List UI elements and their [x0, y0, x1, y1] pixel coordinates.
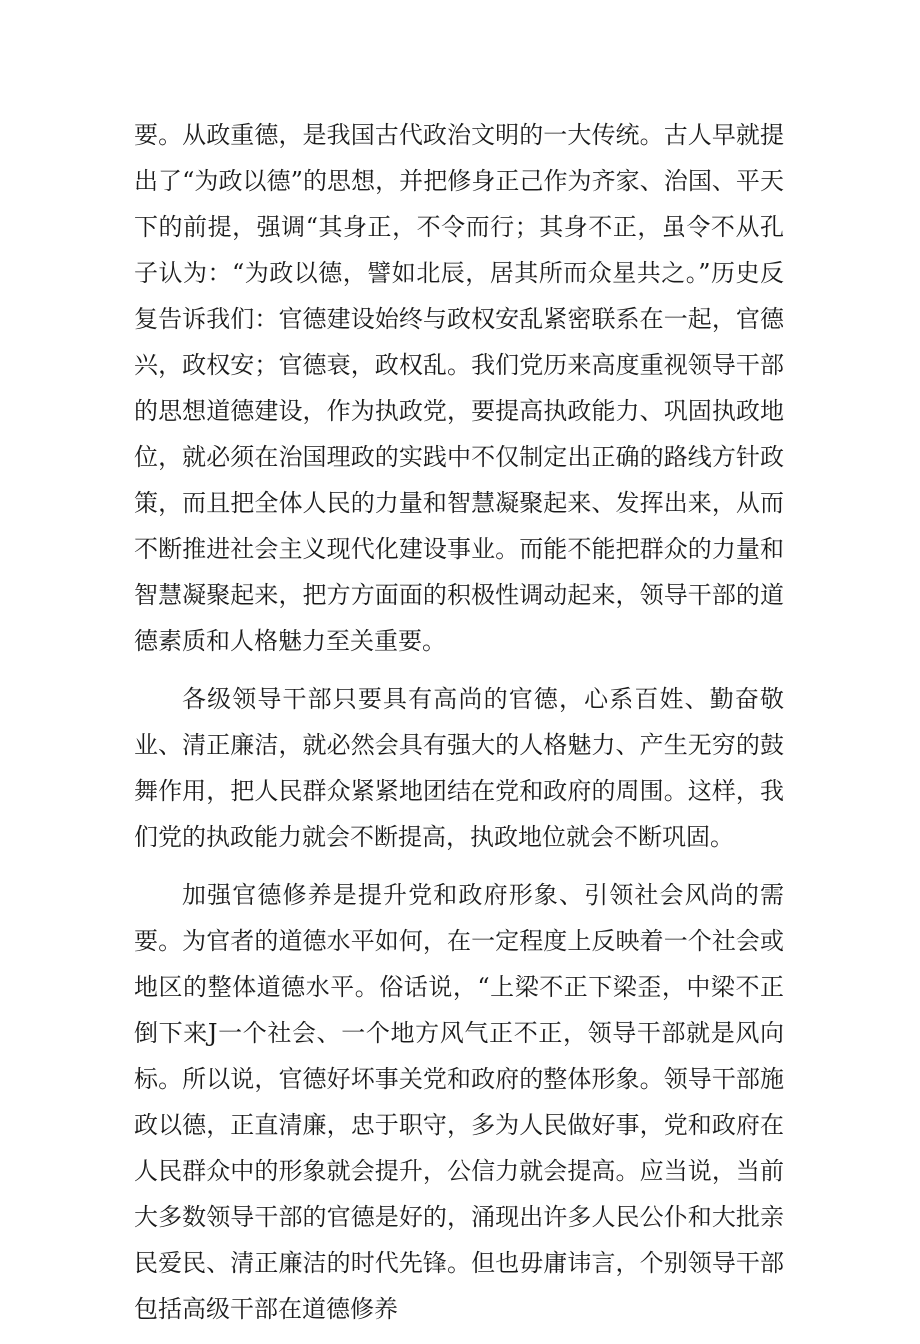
body-text — [134, 112, 784, 1344]
paragraph-1: 要。从政重德，是我国古代政治文明的一大传统。古人早就提出了“为政以德”的思想，并把修身正己作为齐家、治国、平天下的前提，强调“其身正，不令而行；其身不正，虽令不从孔子认为：“为政以德，譬如北辰，居其所而众星共之。”历史反复告诉我们：官德建设始终与政权安乱紧密联系在一起，官德兴，政权安；官德衰，政权乱。我们党历来高度重视领导干部的思想道德建设，作为执政党，要提高执政能力、巩固执政地位，就必须在治国理政的实践中不仅制定出正确的路线方针政策，而且把全体人民的力量和智慧凝聚起来、发挥出来，从而不断推进社会主义现代化建设事业。而能不能把群众的力量和智慧凝聚起来，把方方面面的积极性调动起来，领导干部的道德素质和人格魅力至关重要。 — [134, 121, 784, 655]
paragraph-2: 各级领导干部只要具有高尚的官德，心系百姓、勤奋敬业、清正廉洁，就必然会具有强大的人格魅力、产生无穷的鼓舞作用，把人民群众紧紧地团结在党和政府的周围。这样，我们党的执政能力就会不断提高，执政地位就会不断巩固。 — [134, 685, 784, 851]
paragraph-3: 加强官德修养是提升党和政府形象、引领社会风尚的需要。为官者的道德水平如何，在一定程度上反映着一个社会或地区的整体道德水平。俗话说，“上梁不正下梁歪，中梁不正倒下来J一个社会、一个地方风气正不正，领导干部就是风向标。所以说，官德好坏事关党和政府的整体形象。领导干部施政以德，正直清廉，忠于职守，多为人民做好事，党和政府在人民群众中的形象就会提升，公信力就会提高。应当说，当前大多数领导干部的官德是好的，涌现出许多人民公仆和大批亲民爱民、清正廉洁的时代先锋。但也毋庸讳言，个别领导干部包括高级干部在道德修养 — [134, 881, 784, 1323]
